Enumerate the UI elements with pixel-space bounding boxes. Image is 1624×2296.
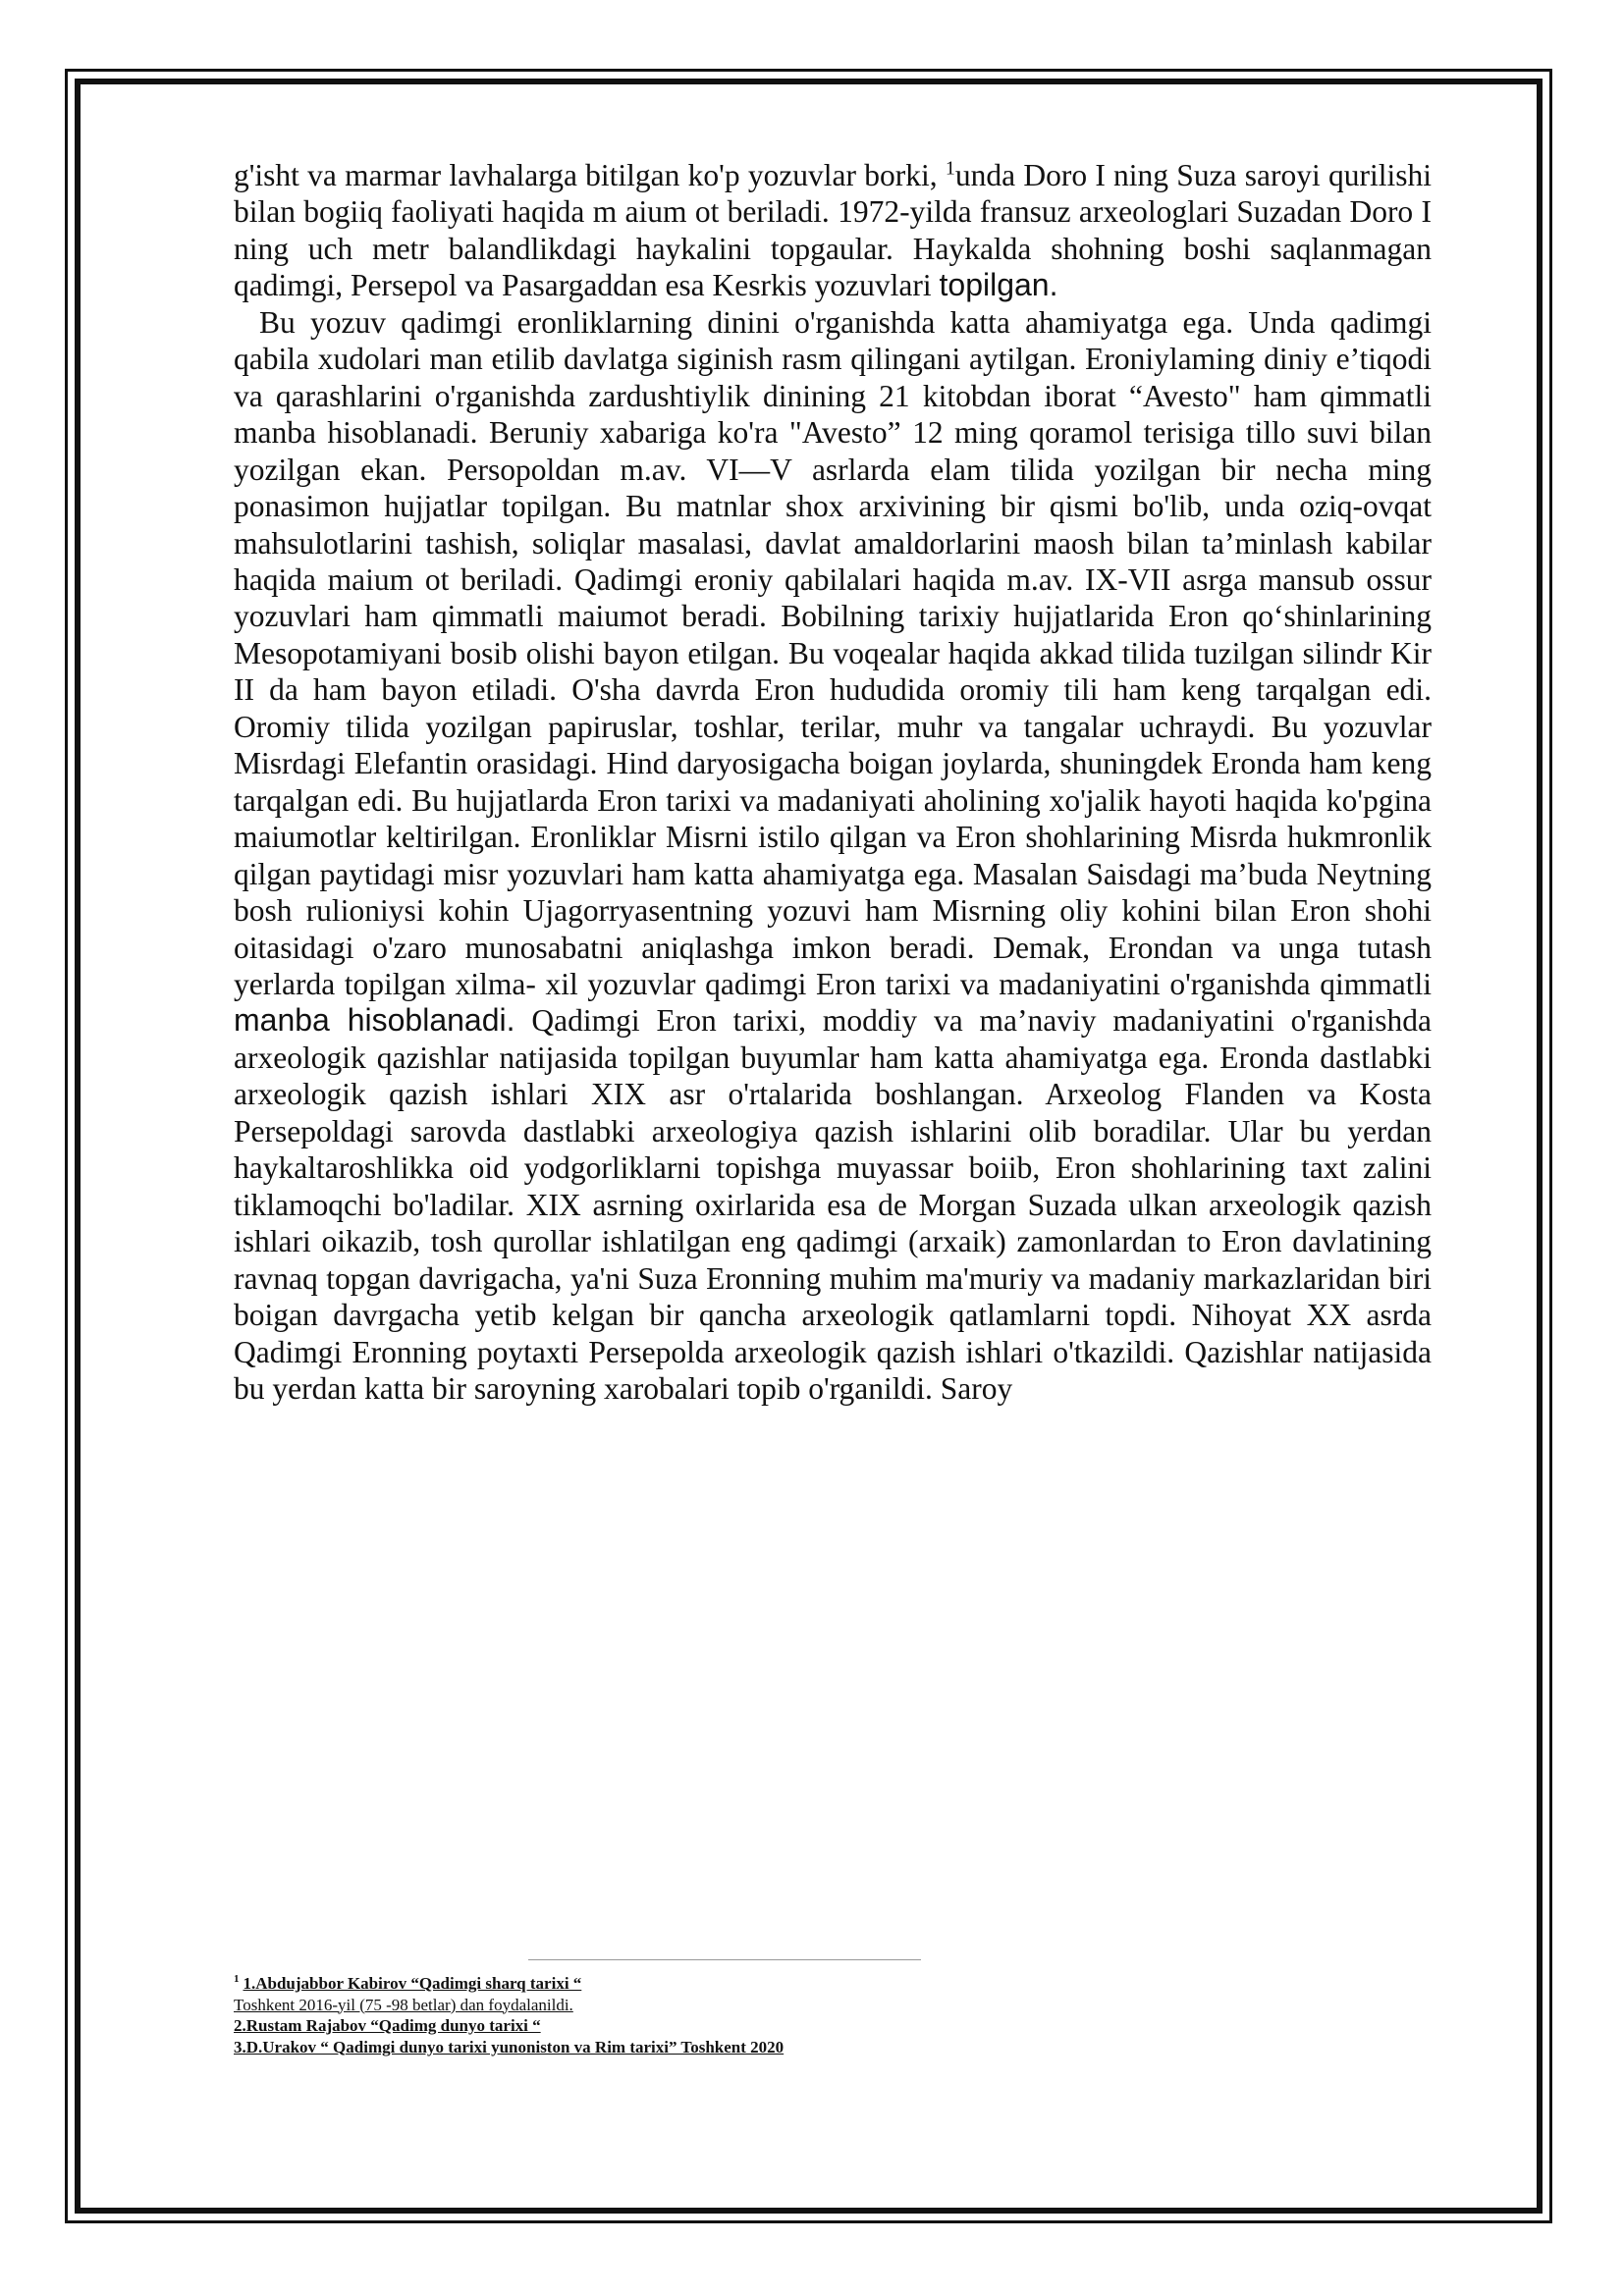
footnote-reference: 1 (945, 157, 955, 180)
paragraph-2-text-b: manba hisoblanadi. (234, 1002, 515, 1039)
paragraph-1-text-a: g'isht va marmar lavhalarga bitilgan ko'p yozuvlar borki, (234, 158, 946, 192)
paragraph-2 (234, 304, 1432, 1408)
paragraph-2-text-a: Bu yozuv qadimgi eronliklarning dinini o'rganishda katta ahamiyatga ega. Unda qadimgi qabila xudolari man etilib davlatga siginish rasm qilingani aytilgan. Eroniylaming diniy e’tiqodi va qarashlarini o'rganishda zardushtiylik dinining 21 kitobdan iborat “Avesto" ham qimmatli manba hisoblanadi. Beruniy xabariga ko'ra "Avesto” 12 ming qoramol terisiga tillo suvi bilan yozilgan ekan. Persopoldan m.av. VI—V asrlarda elam tilida yozilgan bir necha ming ponasimon hujjatlar topilgan. Bu matnlar shox arxivining bir qismi bo'lib, unda oziq-ovqat mahsulotlarini tashish, soliqlar masalasi, davlat amaldorlarini maosh bilan ta’minlash kabilar haqida maium ot beriladi. Qadimgi eroniy qabilalari haqida m.av. IX-VII asrga mansub ossur yozuvlari ham qimmatli maiumot beradi. Bobilning tarixiy hujjatlarida Eron qo‘shinlarining Mesopotamiyani bosib olishi bayon etilgan. Bu voqealar haqida akkad tilida tuzilgan silindr Kir II da ham bayon etiladi. O'sha davrda Eron hududida oromiy tili ham keng tarqalgan edi. Oromiy tilida yozilgan papiruslar, toshlar, terilar, muhr va tangalar uchraydi. Bu yozuvlar Misrdagi Elefantin orasidagi. Hind daryosigacha boigan joylarda, shuningdek Eronda ham keng tarqalgan edi. Bu hujjatlarda Eron tarixi va madaniyati aholining xo'jalik hayoti haqida ko'pgina maiumotlar keltirilgan. Eronliklar Misrni istilo qilgan va Eron shohlarining Misrda hukmronlik qilgan paytidagi misr yozuvlari ham katta ahamiyatga ega. Masalan Saisdagi ma’buda Neytning bosh rulioniysi kohin Ujagorryasentning yozuvi ham Misrning oliy kohini bilan Eron shohi oitasidagi o'zaro munosabatni aniqlashga imkon beradi. Demak, Erondan va unga tutash yerlarda topilgan xilma- xil yozuvlar qadimgi Eron tarixi va madaniyatini o'rganishda qimmatli (234, 304, 1432, 1001)
document-body (234, 157, 1432, 1407)
footnote-line-1: 1 1.Abdujabbor Kabirov “Qadimgi sharq tarixi “ (234, 1973, 582, 1993)
footnote-line-4: 3.D.Urakov “ Qadimgi dunyo tarixi yunoniston va Rim tarixi” Toshkent 2020 (234, 2037, 785, 2056)
paragraph-1-text-b: unda Doro I ning Suza saroyi qurilishi bilan bogiiq faoliyati haqida m aium ot beriladi. 1972-yilda fransuz arxeologlari Suzadan Doro I ning uch metr balandlikdagi haykalini topgaular. Haykalda shohning boshi saqlanmagan qadimgi, Persepol va Pasargaddan esa Kesrkis yozuvlari (234, 158, 1432, 303)
footnotes (234, 1973, 1117, 2057)
footnote-separator (528, 1959, 921, 1960)
paragraph-1 (234, 157, 1432, 304)
footnote-line-1-text: 1.Abdujabbor Kabirov “Qadimgi sharq tarixi “ (243, 1974, 582, 1993)
paragraph-1-text-c: topilgan. (939, 267, 1058, 303)
paragraph-2-text-c: Qadimgi Eron tarixi, moddiy va ma’naviy madaniyatini o'rganishda arxeologik qazishlar natijasida topilgan buyumlar ham katta ahamiyatga ega. Eronda dastlabki arxeologik qazish ishlari XIX asr o'rtalarida boshlangan. Arxeolog Flanden va Kosta Persepoldagi sarovda dastlabki arxeologiya qazish ishlarini olib boradilar. Ular bu yerdan haykaltaroshlikka oid yodgorliklarni topishga muyassar boiib, Eron shohlarining taxt zalini tiklamoqchi bo'ladilar. XIX asrning oxirlarida esa de Morgan Suzada ulkan arxeologik qazish ishlari oikazib, tosh qurollar ishlatilgan eng qadimgi (arxaik) zamonlardan to Eron davlatining ravnaq topgan davrigacha, ya'ni Suza Eronning muhim ma'muriy va madaniy markazlaridan biri boigan davrgacha yetib kelgan bir qancha arxeologik qatlamlarni topdi. Nihoyat XX asrda Qadimgi Eronning poytaxti Persepolda arxeologik qazish ishlari o'tkazildi. Qazishlar natijasida bu yerdan katta bir saroyning xarobalari topib o'rganildi. Saroy (234, 1003, 1433, 1406)
footnote-line-2: Toshkent 2016-yil (75 -98 betlar) dan foydalanildi. (234, 1995, 573, 2014)
footnote-line-3: 2.Rustam Rajabov “Qadimg dunyo tarixi “ (234, 2016, 541, 2035)
